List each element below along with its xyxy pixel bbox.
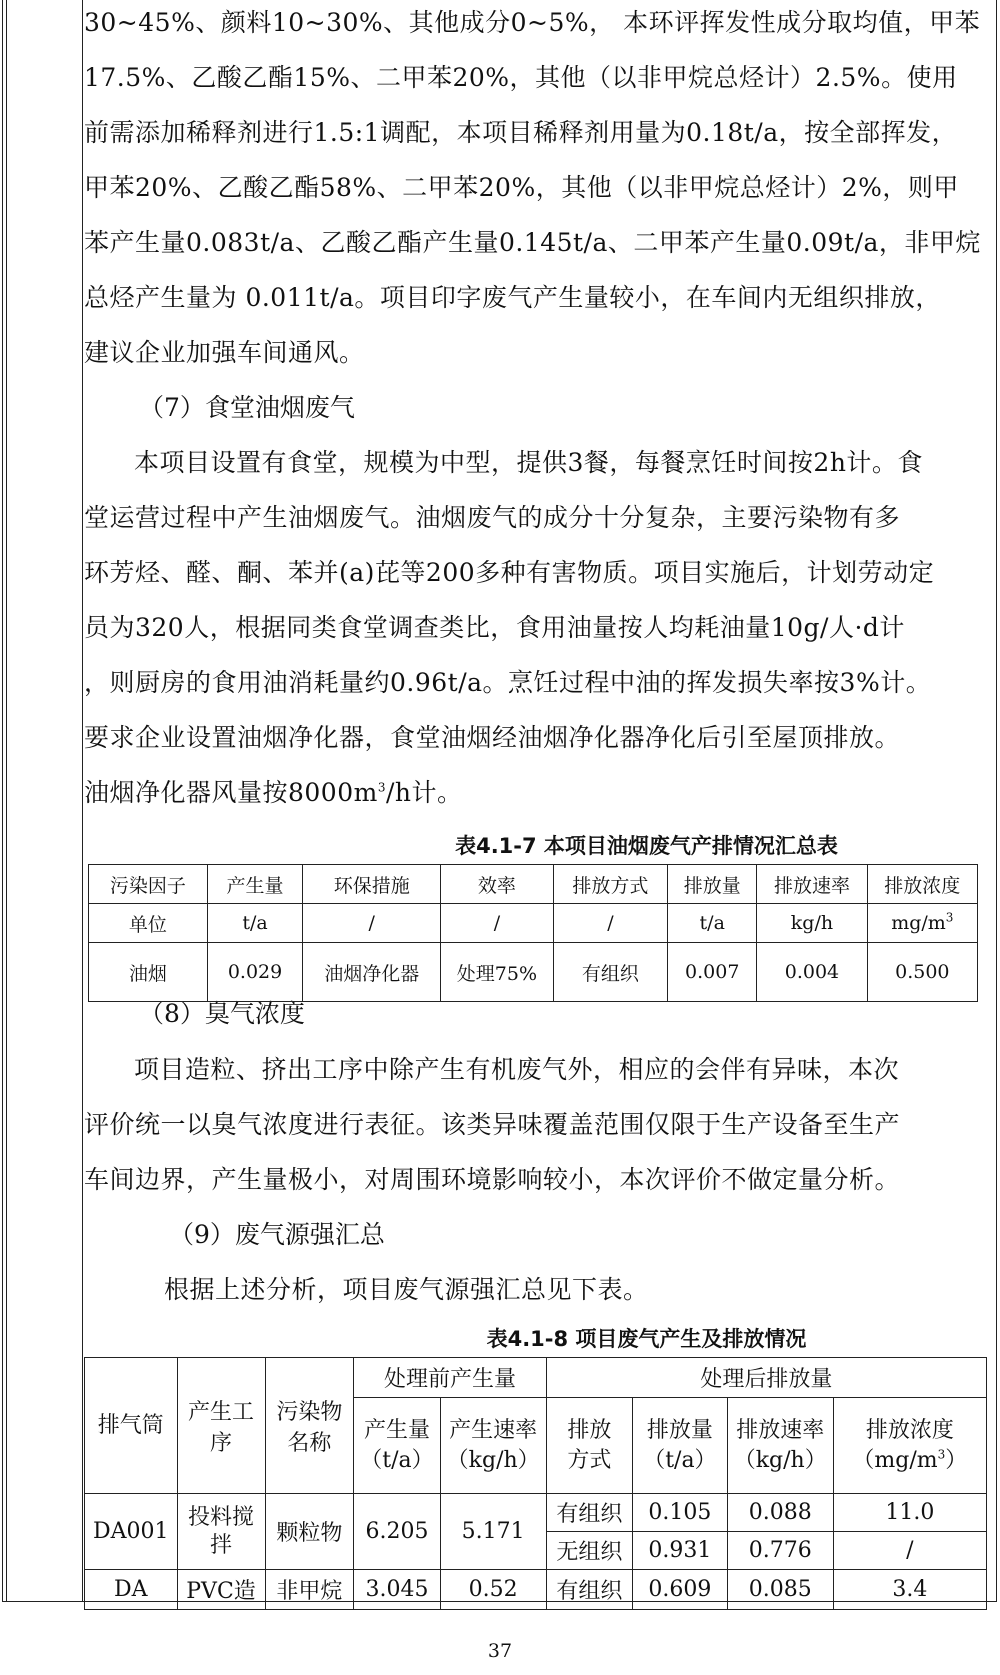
table-title: 表4.1-8 项目废气产生及排放情况 [486, 1327, 807, 1351]
section-heading-odor: （8）臭气浓度 [139, 999, 305, 1028]
table-header-cell: 排放浓度 [867, 865, 977, 904]
table-header-cell: 产生量（t/a） [354, 1398, 440, 1494]
table-wrapper [84, 864, 989, 994]
paragraph-canteen-fumes [84, 435, 989, 820]
text-line: 总烃产生量为 0.011t/a。项目印字废气产生量较小，在车间内无组织排放， [84, 283, 941, 312]
table-row [85, 1570, 987, 1610]
table-header-cell: 排放方式 [546, 1398, 632, 1494]
text-line: 本项目设置有食堂，规模为中型，提供3餐，每餐烹饪时间按2h计。食 [134, 448, 923, 477]
table-cell: 单位 [89, 904, 208, 943]
table-header-row [85, 1358, 987, 1398]
table-header-cell: 处理后排放量 [546, 1358, 986, 1398]
paragraph-source-summary [84, 1262, 989, 1317]
table-cell: t/a [668, 904, 757, 943]
table-cell: 投料搅拌 [177, 1494, 265, 1570]
table-cell: 无组织 [546, 1532, 632, 1570]
table-header-cell: 排放量 [668, 865, 757, 904]
frame-border-left [2, 0, 3, 1602]
table-header-cell: 排放速率 [757, 865, 867, 904]
text-line: 建议企业加强车间通风。 [84, 338, 365, 367]
text-line: 17.5%、乙酸乙酯15%、二甲苯20%，其他（以非甲烷总烃计）2.5%。使用 [84, 63, 958, 92]
table-cell: kg/h [757, 904, 867, 943]
table-header-cell: 排放方式 [553, 865, 668, 904]
table-cell: / [833, 1532, 986, 1570]
table-cell: 0.029 [207, 943, 302, 1002]
table-cell: 0.004 [757, 943, 867, 1002]
text-line: 苯产生量0.083t/a、乙酸乙酯产生量0.145t/a、二甲苯产生量0.09t/a，非甲烷 [84, 228, 981, 257]
table-row [89, 943, 978, 1002]
text-fragment: mg/m [891, 912, 946, 934]
table-cell: 处理75% [441, 943, 553, 1002]
table-wrapper [84, 1357, 989, 1617]
table-cell: DA001 [85, 1494, 178, 1570]
table-cell: 0.776 [727, 1532, 833, 1570]
exhaust-emission-table [84, 1357, 987, 1610]
text-line: 甲苯20%、乙酸乙酯58%、二甲苯20%，其他（以非甲烷总烃计）2%，则甲 [84, 173, 959, 202]
table-cell: t/a [207, 904, 302, 943]
paragraph-printing-exhaust [84, 0, 989, 380]
text-fragment: 油烟净化器风量按8000m [84, 778, 378, 807]
table-header-cell [177, 1358, 265, 1494]
table-cell [867, 904, 977, 943]
header-text: 产生工序 [188, 1399, 255, 1456]
header-text: 污染物名称 [276, 1399, 343, 1456]
frame-border-left-inner [6, 0, 7, 1602]
text-line: 员为320人，根据同类食堂调查类比，食用油量按人均耗油量10g/人·d计 [84, 613, 905, 642]
table-cell: 油烟 [89, 943, 208, 1002]
table-cell: / [553, 904, 668, 943]
table-unit-row [89, 904, 978, 943]
table-cell: 有组织 [546, 1570, 632, 1610]
table-header-cell [265, 1358, 354, 1494]
table-title: 表4.1-7 本项目油烟废气产排情况汇总表 [455, 834, 838, 858]
table-cell: 3.045 [354, 1570, 440, 1610]
table-cell: 0.085 [727, 1570, 833, 1610]
page-number: 37 [487, 1640, 513, 1662]
table-header-cell [85, 1358, 178, 1494]
table-header-cell: 排放量（t/a） [633, 1398, 728, 1494]
table-cell: 0.931 [633, 1532, 728, 1570]
section-heading-canteen-fumes: （7）食堂油烟废气 [139, 393, 355, 422]
table-cell: 0.52 [440, 1570, 546, 1610]
text-line: 评价统一以臭气浓度进行表征。该类异味覆盖范围仅限于生产设备至生产 [84, 1110, 901, 1139]
table-cell: 3.4 [833, 1570, 986, 1610]
page-content [84, 0, 989, 1617]
text-line: 车间边界，产生量极小，对周围环境影响较小，本次评价不做定量分析。 [84, 1165, 901, 1194]
table-cell: 6.205 [354, 1494, 440, 1570]
table-cell: 非甲烷 [265, 1570, 354, 1610]
frame-column-divider [82, 0, 83, 1602]
section-heading-source-summary: （9）废气源强汇总 [169, 1220, 385, 1249]
table-cell: PVC造 [177, 1570, 265, 1610]
table-cell: / [303, 904, 441, 943]
superscript: 3 [937, 1447, 946, 1462]
text-fragment: /h计。 [385, 778, 463, 807]
paragraph-odor [84, 1042, 989, 1207]
text-line: 要求企业设置油烟净化器，食堂油烟经油烟净化器净化后引至屋顶排放。 [84, 723, 901, 752]
text-line: 前需添加稀释剂进行1.5:1调配，本项目稀释剂用量为0.18t/a，按全部挥发， [84, 118, 958, 147]
table-cell: 0.609 [633, 1570, 728, 1610]
table-row [85, 1494, 987, 1532]
text-line: 环芳烃、醛、酮、苯并(a)芘等200多种有害物质。项目实施后，计划劳动定 [84, 558, 935, 587]
table-cell: DA [85, 1570, 178, 1610]
table-header-cell: 排放速率（kg/h） [727, 1398, 833, 1494]
text-line: 堂运营过程中产生油烟废气。油烟废气的成分十分复杂，主要污染物有多 [84, 503, 901, 532]
text-line: 根据上述分析，项目废气源强汇总见下表。 [164, 1275, 649, 1304]
table-header-cell: 产生速率（kg/h） [440, 1398, 546, 1494]
table-header-cell: 环保措施 [303, 865, 441, 904]
table-header-row [89, 865, 978, 904]
table-cell: / [441, 904, 553, 943]
table-header-cell: 效率 [441, 865, 553, 904]
table-cell: 有组织 [546, 1494, 632, 1532]
table-cell: 有组织 [553, 943, 668, 1002]
text-line: 项目造粒、挤出工序中除产生有机废气外，相应的会伴有异味，本次 [134, 1055, 900, 1084]
text-line: 30~45%、颜料10~30%、其他成分0~5%， 本环评挥发性成分取均值，甲苯 [84, 8, 981, 37]
header-text: 排气筒 [97, 1412, 164, 1438]
text-line: ，则厨房的食用油消耗量约0.96t/a。烹饪过程中油的挥发损失率按3%计。 [84, 668, 932, 697]
header-text: ） [945, 1447, 968, 1473]
table-cell: 油烟净化器 [303, 943, 441, 1002]
table-header-cell [833, 1398, 986, 1494]
table-cell: 0.105 [633, 1494, 728, 1532]
superscript: 3 [945, 910, 954, 925]
table-cell: 0.500 [867, 943, 977, 1002]
table-cell: 0.007 [668, 943, 757, 1002]
header-text: 排放浓度（mg/m [852, 1417, 954, 1473]
table-cell: 11.0 [833, 1494, 986, 1532]
table-cell: 0.088 [727, 1494, 833, 1532]
table-header-cell: 产生量 [207, 865, 302, 904]
table-cell: 5.171 [440, 1494, 546, 1570]
table-header-cell: 污染因子 [89, 865, 208, 904]
table-header-cell: 处理前产生量 [354, 1358, 546, 1398]
text-line [84, 765, 989, 820]
fumes-summary-table [88, 864, 978, 1002]
table-cell: 颗粒物 [265, 1494, 354, 1570]
superscript: 3 [377, 780, 386, 795]
